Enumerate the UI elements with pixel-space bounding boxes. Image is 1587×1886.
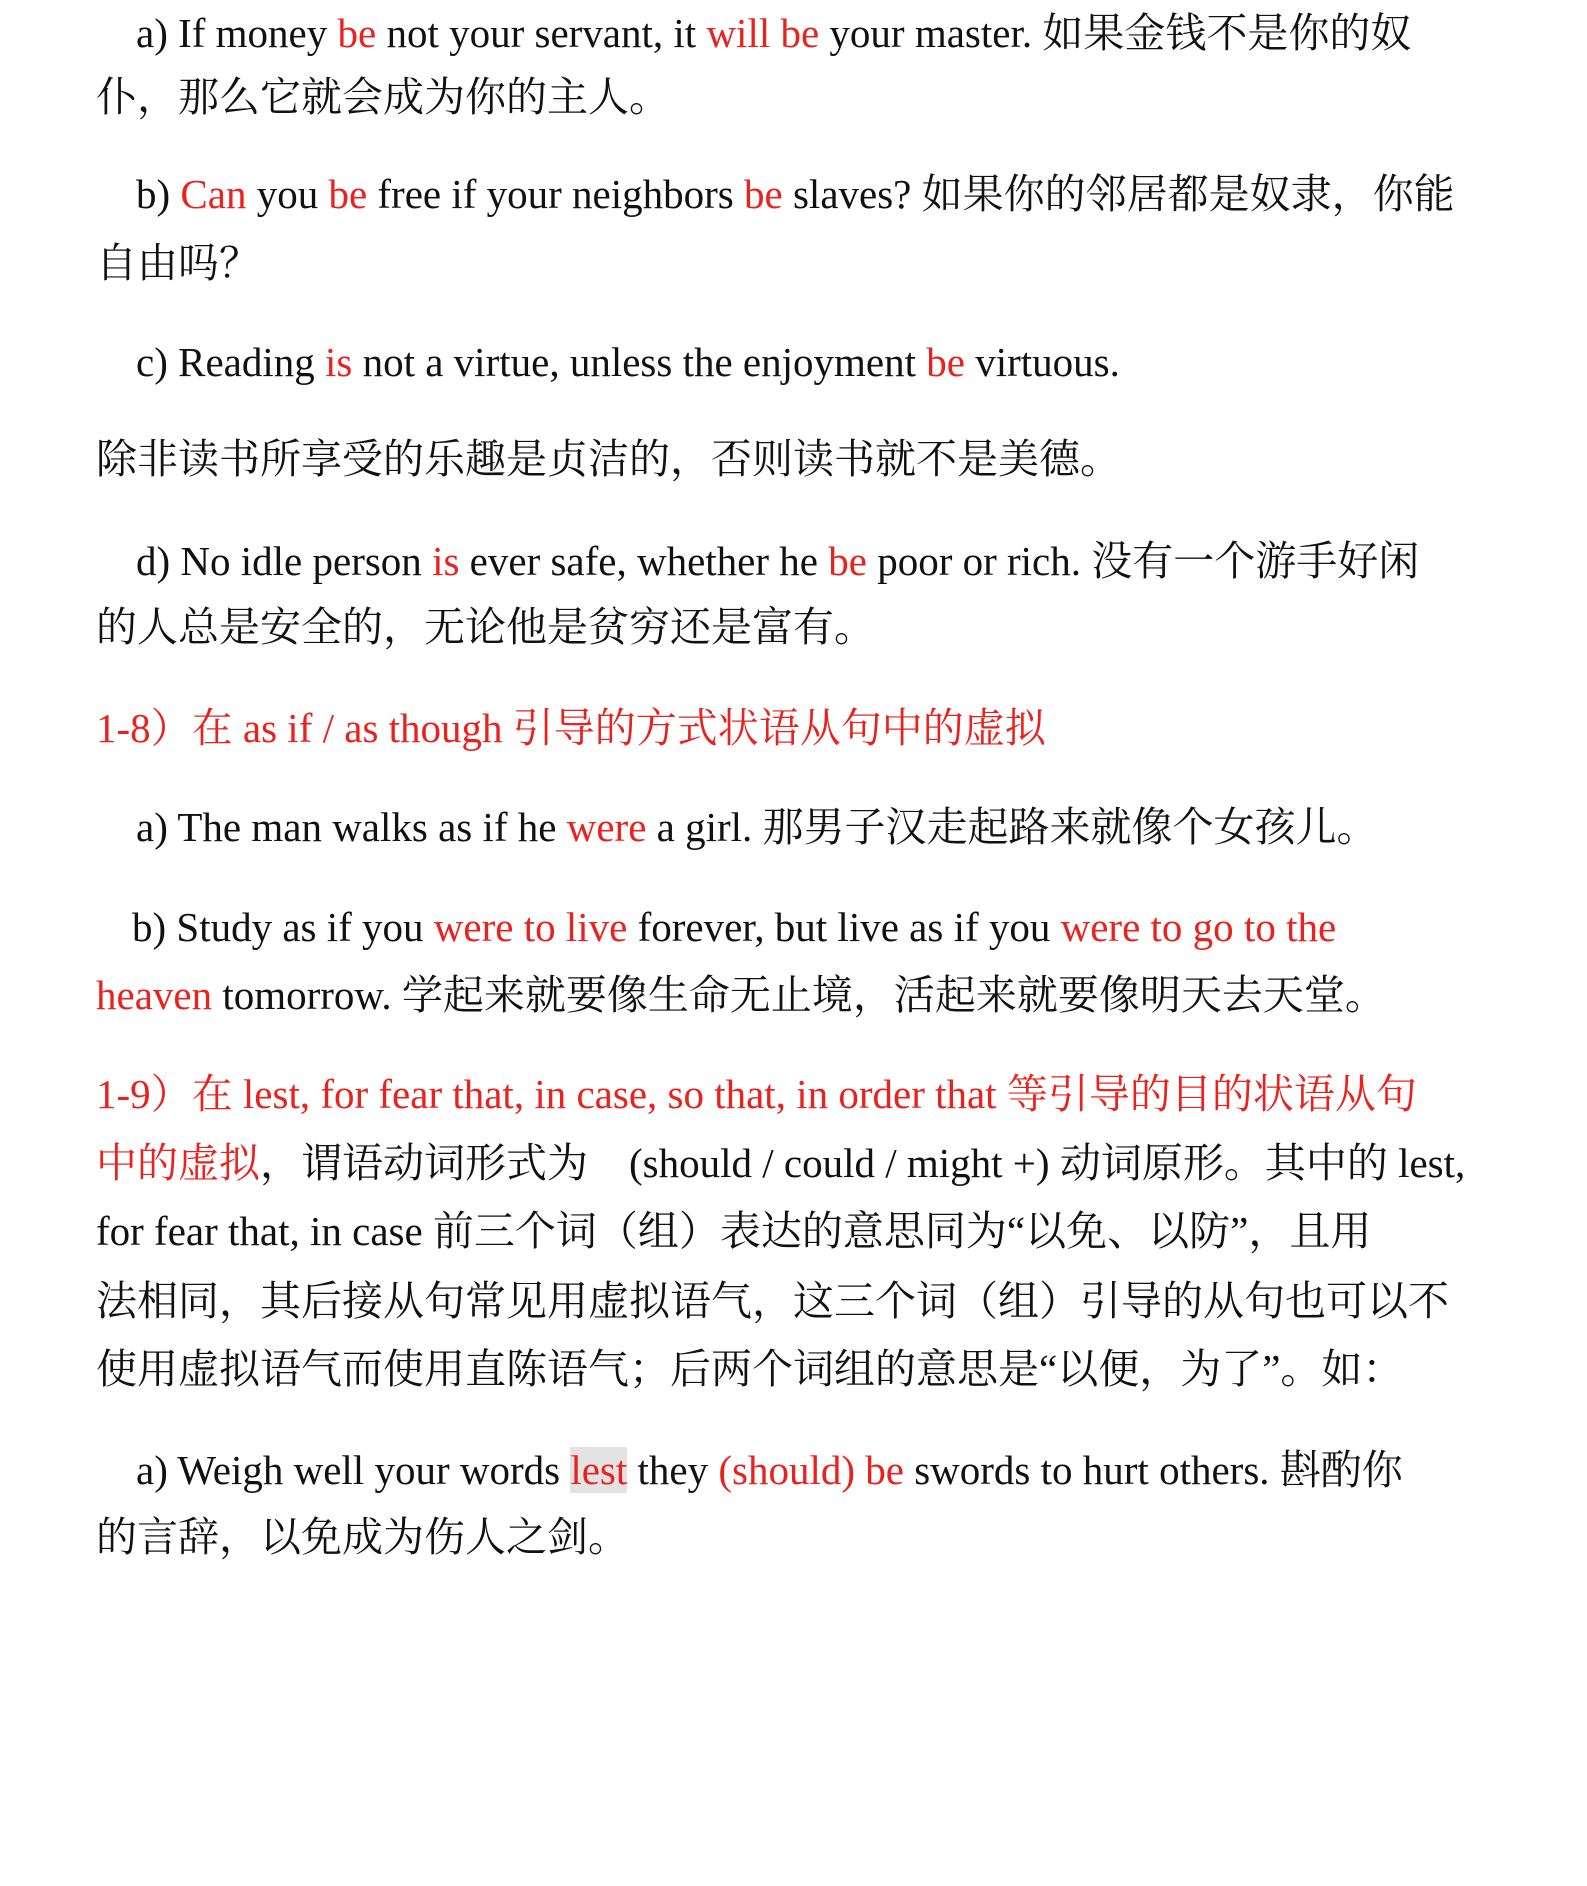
text-run: slaves? 如果你的邻居都是奴隶，你能 xyxy=(782,171,1455,217)
emphasis-run: be xyxy=(744,171,783,217)
text-run: ，谓语动词形式为 (should / could / might +) 动词原形。其中的 lest, xyxy=(260,1140,1466,1186)
example-d-idle-line1 xyxy=(136,534,1491,588)
section-heading-1-9-line2 xyxy=(96,1136,1491,1190)
emphasis-run: 1-9）在 lest, for fear that, in case, so that, in order that 等引导的目的状语从句 xyxy=(96,1071,1417,1117)
example-b-neighbors-line2: 自由吗？ xyxy=(96,240,260,286)
example-b-neighbors-line1 xyxy=(136,167,1491,221)
emphasis-run: be xyxy=(337,10,377,56)
text-run: your master. 如果金钱不是你的奴 xyxy=(819,10,1412,56)
text-run: ever safe, whether he xyxy=(459,538,829,584)
emphasis-run: were xyxy=(566,804,647,850)
text-run: swords to hurt others. 斟酌你 xyxy=(903,1447,1403,1493)
text-run: a) If money xyxy=(136,10,338,56)
text-run: a) Weigh well your words xyxy=(136,1447,571,1493)
text-run: d) No idle person xyxy=(136,538,433,584)
example-a-weigh-line2: 的言辞，以免成为伤人之剑。 xyxy=(96,1514,629,1560)
example-a-money-line1 xyxy=(136,6,1491,60)
example-c-reading-line1 xyxy=(136,335,1491,389)
emphasis-run: is xyxy=(324,339,353,385)
emphasis-run: 中的虚拟 xyxy=(96,1140,260,1186)
section-heading-1-8: 1-8）在 as if / as though 引导的方式状语从句中的虚拟 xyxy=(96,705,1046,751)
text-run: not a virtue, unless the enjoyment xyxy=(352,339,927,385)
text-run: b) Study as if you xyxy=(132,904,434,950)
text-run: poor or rich. 没有一个游手好闲 xyxy=(866,538,1420,584)
emphasis-run: be xyxy=(926,339,965,385)
emphasis-run: be xyxy=(828,538,867,584)
emphasis-run: were to go to the xyxy=(1060,904,1337,950)
emphasis-run: is xyxy=(432,538,460,584)
text-run: you xyxy=(246,171,329,217)
example-a-money-line2: 仆，那么它就会成为你的主人。 xyxy=(96,74,670,120)
emphasis-run: be xyxy=(328,171,368,217)
example-a-weigh-line1 xyxy=(136,1443,1491,1497)
text-run: b) xyxy=(136,171,181,217)
text-run: tomorrow. 学起来就要像生命无止境，活起来就要像明天去天堂。 xyxy=(212,972,1386,1018)
example-a-walks-line xyxy=(136,800,1491,854)
example-d-idle-line2: 的人总是安全的，无论他是贫穷还是富有。 xyxy=(96,604,875,650)
emphasis-run: lest xyxy=(570,1447,628,1493)
text-run: they xyxy=(627,1447,719,1493)
section-body-1-9-line5: 使用虚拟语气而使用直陈语气；后两个词组的意思是“以便，为了”。如： xyxy=(96,1346,1404,1392)
text-run: c) Reading xyxy=(136,339,325,385)
emphasis-run: were to live xyxy=(433,904,628,950)
text-run: forever, but live as if you xyxy=(627,904,1061,950)
example-c-reading-line2: 除非读书所享受的乐趣是贞洁的，否则读书就不是美德。 xyxy=(96,436,1121,482)
emphasis-run: Can xyxy=(180,171,247,217)
text-run: not your servant, it xyxy=(376,10,707,56)
text-run: a) The man walks as if he xyxy=(136,804,567,850)
example-b-study-line2 xyxy=(96,968,1491,1022)
example-b-study-line1 xyxy=(132,900,1491,954)
section-body-1-9-line4: 法相同，其后接从句常见用虚拟语气，这三个词（组）引导的从句也可以不 xyxy=(96,1278,1449,1324)
text-run: virtuous. xyxy=(964,339,1120,385)
text-run: free if your neighbors xyxy=(367,171,745,217)
emphasis-run: heaven xyxy=(96,972,213,1018)
text-run: a girl. 那男子汉走起路来就像个女孩儿。 xyxy=(646,804,1378,850)
emphasis-run: will be xyxy=(706,10,820,56)
section-heading-1-9-line1 xyxy=(96,1067,1491,1121)
section-body-1-9-line3: for fear that, in case 前三个词（组）表达的意思同为“以免、以防”，且用 xyxy=(96,1208,1372,1254)
emphasis-run: (should) be xyxy=(718,1447,904,1493)
